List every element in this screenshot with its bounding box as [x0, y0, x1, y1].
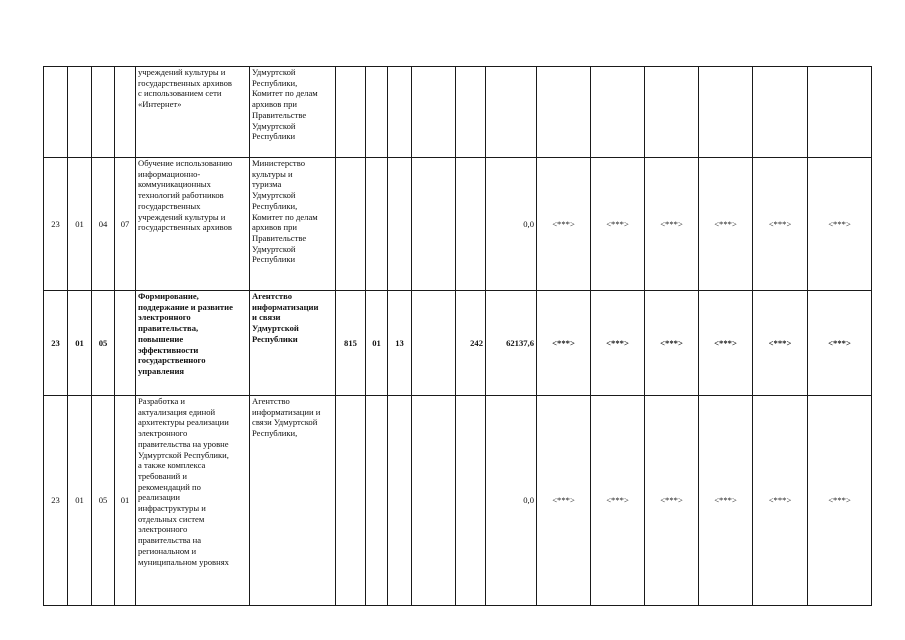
cell-cs [412, 67, 456, 158]
cell-cs [412, 158, 456, 291]
cell-executor: Удмуртской Республики, Комитет по делам архивов при Правительстве Удмуртской Республики [250, 67, 336, 158]
cell-grbs: 815 [336, 291, 366, 396]
cell-rz [366, 396, 388, 606]
table-row [44, 67, 872, 158]
cell-pp [68, 67, 92, 158]
cell-year-5 [753, 67, 808, 158]
cell-rz [366, 67, 388, 158]
cell-vr [456, 396, 486, 606]
cell-gp [44, 67, 68, 158]
cell-m [115, 67, 136, 158]
cell-m [115, 291, 136, 396]
cell-grbs [336, 158, 366, 291]
cell-year-4: <***> [699, 396, 753, 606]
cell-executor: Агентство информатизации и связи Удмуртской Республики, [250, 396, 336, 606]
table-row [44, 158, 872, 291]
cell-year-4 [699, 67, 753, 158]
cell-gp: 23 [44, 396, 68, 606]
table-row [44, 396, 872, 606]
table-row [44, 291, 872, 396]
cell-year-1: <***> [537, 158, 591, 291]
cell-name: Формирование, поддержание и развитие электронного правительства, повышение эффективности государственного управления [136, 291, 250, 396]
cell-pp: 01 [68, 158, 92, 291]
cell-amount: 0,0 [486, 158, 537, 291]
cell-om [92, 67, 115, 158]
cell-om: 05 [92, 291, 115, 396]
cell-year-3 [645, 67, 699, 158]
cell-name: учреждений культуры и государственных архивов с использованием сети «Интернет» [136, 67, 250, 158]
cell-om: 04 [92, 158, 115, 291]
cell-year-3: <***> [645, 291, 699, 396]
cell-grbs [336, 67, 366, 158]
cell-amount: 0,0 [486, 396, 537, 606]
cell-year-2: <***> [591, 291, 645, 396]
cell-year-3: <***> [645, 158, 699, 291]
cell-cs [412, 396, 456, 606]
cell-name: Обучение использованию информационно- коммуникационных технологий работников государственных учреждений культуры и государственных архивов [136, 158, 250, 291]
cell-year-5: <***> [753, 291, 808, 396]
cell-year-1: <***> [537, 291, 591, 396]
program-funding-table [43, 66, 872, 606]
cell-m: 01 [115, 396, 136, 606]
cell-vr: 242 [456, 291, 486, 396]
cell-amount [486, 67, 537, 158]
cell-vr [456, 67, 486, 158]
cell-year-3: <***> [645, 396, 699, 606]
cell-year-2: <***> [591, 396, 645, 606]
cell-vr [456, 158, 486, 291]
cell-year-5: <***> [753, 396, 808, 606]
cell-executor: Министерство культуры и туризма Удмуртской Республики, Комитет по делам архивов при Правительстве Удмуртской Республики [250, 158, 336, 291]
cell-year-6 [808, 67, 872, 158]
cell-rz [366, 158, 388, 291]
cell-executor: Агентство информатизации и связи Удмуртской Республики [250, 291, 336, 396]
cell-year-5: <***> [753, 158, 808, 291]
cell-name: Разработка и актуализация единой архитектуры реализации электронного правительства на уровне Удмуртской Республики, а также комплекса требований и рекомендаций по реализации инфраструктуры и отдельных систем электронного правительства на региональном и муниципальном уровнях [136, 396, 250, 606]
cell-year-6: <***> [808, 158, 872, 291]
cell-cs [412, 291, 456, 396]
cell-year-2: <***> [591, 158, 645, 291]
cell-pp: 01 [68, 396, 92, 606]
cell-year-6: <***> [808, 291, 872, 396]
cell-gp: 23 [44, 291, 68, 396]
cell-rz: 01 [366, 291, 388, 396]
cell-gp: 23 [44, 158, 68, 291]
cell-grbs [336, 396, 366, 606]
cell-pr [388, 396, 412, 606]
cell-om: 05 [92, 396, 115, 606]
cell-pr [388, 67, 412, 158]
cell-amount: 62137,6 [486, 291, 537, 396]
cell-year-4: <***> [699, 158, 753, 291]
cell-pp: 01 [68, 291, 92, 396]
document-page [43, 66, 871, 606]
cell-year-1 [537, 67, 591, 158]
cell-year-2 [591, 67, 645, 158]
cell-m: 07 [115, 158, 136, 291]
cell-year-4: <***> [699, 291, 753, 396]
cell-year-1: <***> [537, 396, 591, 606]
cell-year-6: <***> [808, 396, 872, 606]
cell-pr: 13 [388, 291, 412, 396]
cell-pr [388, 158, 412, 291]
